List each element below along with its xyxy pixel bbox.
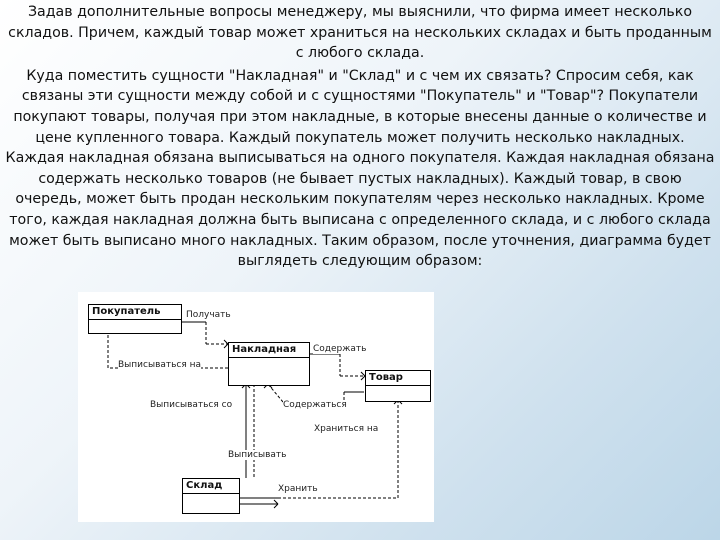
relation-issued-from-label: Выписываться со — [150, 400, 233, 410]
paragraph-intro: Задав дополнительные вопросы менеджеру, мы выяснили, что фирма имеет несколько складов. Причем, каждый товар может храниться на нескольких складах и быть проданным с любого склада. — [8, 4, 712, 62]
entity-warehouse-label: Склад — [183, 479, 239, 494]
relation-issue-label: Выписывать — [228, 450, 287, 460]
relation-receive-label: Получать — [186, 310, 231, 320]
paragraph-main: Куда поместить сущности "Накладная" и "Склад" и с чем их связать? Спросим себя, как связаны эти сущности между собой и с сущностями "Покупатель" и "Товар"? Покупатели покупают товары, получая при этом накладные, в которые внесены данные о количестве и цене купленного товара. Каждый покупатель может получить несколько накладных. Каждая накладная обязана выписываться на одного покупателя. Каждая накладная обязана содержать несколько товаров (не бывает пустых накладных). Каждый товар, в свою очередь, может быть продан нескольким покупателям через несколько накладных. Кроме того, каждая накладная должна быть выписана с определенного склада, и с любого склада может быть выписано много накладных. Таким образом, после уточнения, диаграмма будет выглядеть следующим образом: — [5, 67, 715, 270]
er-diagram — [78, 292, 434, 522]
entity-product-label: Товар — [366, 371, 430, 386]
relation-issued-to-label: Выписываться на — [118, 360, 202, 370]
entity-invoice — [228, 342, 310, 386]
relation-contain-label: Содержать — [313, 344, 367, 354]
slide-text — [4, 2, 716, 272]
relation-contained-in-label: Содержаться — [283, 400, 347, 410]
relation-store-label: Хранить — [278, 484, 318, 494]
entity-buyer-label: Покупатель — [89, 305, 181, 320]
entity-product — [365, 370, 431, 402]
entity-buyer — [88, 304, 182, 334]
relation-stored-in-label: Храниться на — [314, 424, 379, 434]
entity-warehouse — [182, 478, 240, 514]
entity-invoice-label: Накладная — [229, 343, 309, 358]
